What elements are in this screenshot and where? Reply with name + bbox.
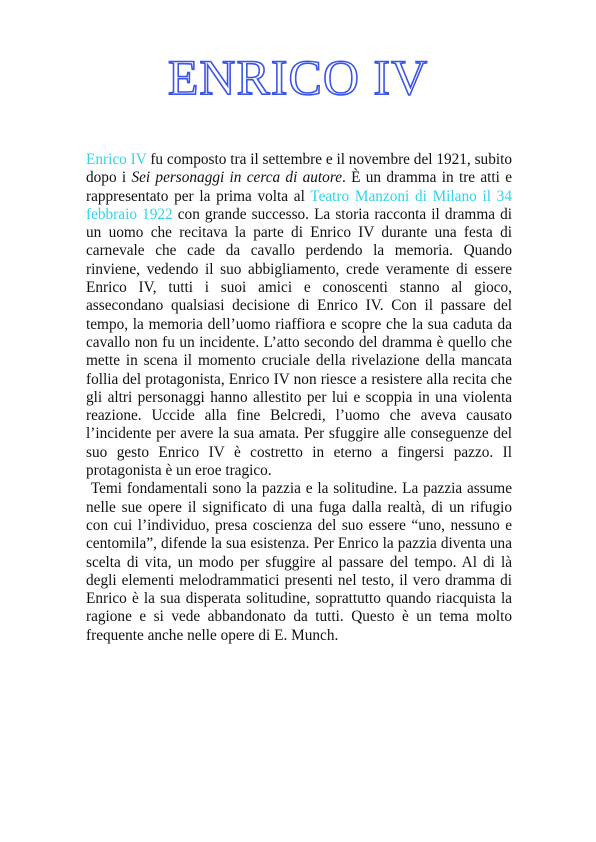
paragraph-text: . È un dramma in tre atti e rappresentato per la prima volta al <box>86 169 512 205</box>
paragraph-plot <box>86 151 512 480</box>
paragraph-themes: Temi fondamentali sono la pazzia e la solitudine. La pazzia assume nelle sue opere il significato di una fuga dalla realtà, di un rifugio con cui l’individuo, presa coscienza del suo essere “uno, nessuno e centomila”, difende la sua esistenza. Per Enrico la pazzia diventa una scelta di vita, un modo per sfuggire al passare del tempo. Al di là degli elementi melodrammatici presenti nel testo, il vero dramma di Enrico è la sua disperata solitudine, soprattutto quando riacquista la ragione e si vede abbandonato da tutti. Questo è un tema molto frequente anche nelle opere di E. Munch. <box>86 480 516 644</box>
work-title: Sei personaggi in cerca di autore <box>131 169 342 187</box>
page-title: ENRICO IV <box>167 49 429 105</box>
title-link[interactable]: Enrico IV <box>86 151 147 168</box>
paragraph-text: fu composto tra il settembre e il novembre del 1921, subito dopo i <box>86 151 512 187</box>
paragraph-text: con grande successo. La storia racconta il dramma di un uomo che recitava la parte di Enrico IV durante una festa di carnevale che cade da cavallo perdendo la memoria. Quando rinviene, vedendo il suo abbigliamento, crede veramente di essere Enrico IV, tutti i suoi amici e conoscenti stanno al gioco, assecondano qualsiasi decisione di Enrico IV. Con il passare del tempo, la memoria dell’uomo riaffiora e scopre che la sua caduta da cavallo non fu un incidente. L’atto secondo del dramma è quello che mette in scena il momento cruciale della rivelazione della mancata follia del protagonista, Enrico IV non riesce a resistere alla recita che gli altri personaggi hanno allestito per lui e scoppia in una violenta reazione. Uccide alla fine Belcredi, l’uomo che aveva causato l’incidente per avere la sua amata. Per sfuggire alle conseguenze del suo gesto Enrico IV è costretto in eterno a fingersi pazzo. Il protagonista è un eroe tragico. <box>86 205 512 480</box>
theatre-link[interactable]: Teatro Manzoni di Milano il 34 febbraio 1922 <box>86 187 512 223</box>
document-body <box>86 151 516 645</box>
